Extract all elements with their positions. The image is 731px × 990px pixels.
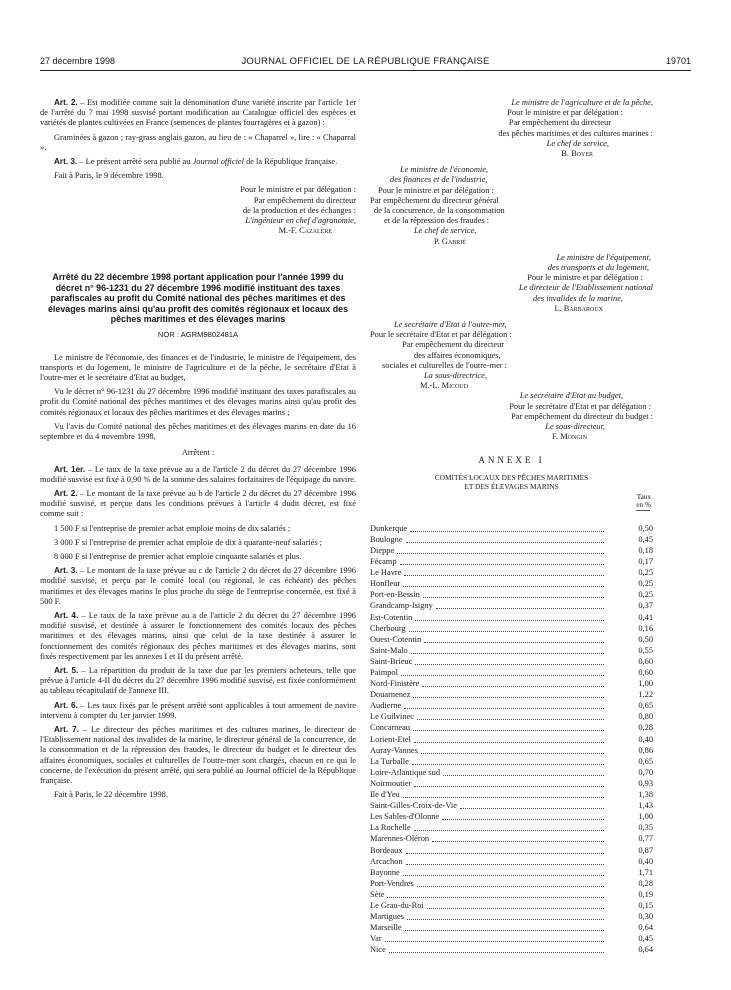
rate-row [370,611,653,622]
rate-row [370,856,653,867]
article-6 [40,701,356,721]
rate-location: Honfleur [370,579,401,589]
rate-value: 0,15 [638,900,653,910]
signature-line: Le chef de service, [546,138,609,148]
signature-line: des transports et du logement, [547,263,649,273]
dot-leader [411,653,604,654]
rate-value: 0,70 [638,767,653,777]
rate-row [370,911,653,922]
article-7 [40,725,356,786]
rate-row [370,745,653,756]
article-2-item: 3 000 F si l'entreprise de premier achat emploie de dix à quarante-neuf salariés ; [54,537,323,547]
rate-value: 0,87 [638,845,653,855]
taux-unit: en % [636,500,651,509]
signature-line: Par empêchement du directeur [402,340,505,350]
article-label: Art. 6. [54,700,78,710]
rate-row [370,700,653,711]
article-label: Art. 5. [54,665,79,675]
rate-location: Paimpol [370,668,398,678]
rate-value: 0,60 [638,656,653,666]
taux-label: Taux [636,492,651,501]
rate-value: 0,40 [638,856,653,866]
rate-value: 0,65 [638,756,653,766]
article-2-item: 1 500 F si l'entreprise de premier achat emploie moins de dix salariés ; [54,523,291,533]
fait-paris-1: Fait à Paris, le 9 décembre 1998. [54,171,164,181]
rate-location: Cherbourg [370,623,406,633]
rate-value: 1,38 [638,790,653,800]
dot-leader [403,797,604,798]
dot-leader [414,830,604,831]
rate-value: 1,22 [638,690,653,700]
rate-location: Les Sables-d'Olonne [370,812,440,822]
rate-location: Port-en-Bessin [370,590,420,600]
decree-title: Arrêté du 22 décembre 1998 portant application pour l'année 1999 du décret n° 96-1231 du 27 décembre 1996 modifié instituant des taxes parafiscales au profit du Comité national des pêches maritimes et des élevages marins ainsi qu'au profit des comités régionaux et locaux des pêches maritimes et des élevages marins [47,272,349,325]
rate-location: Grandcamp-Isigny [370,601,433,611]
article-2-prev [40,98,356,129]
article-4 [40,611,356,662]
rate-location: Lorient-Etel [370,734,411,744]
dot-leader [427,908,604,909]
rate-location: Dieppe [370,545,395,555]
rate-row [370,634,653,645]
rate-location: Nord-Finistère [370,679,420,689]
rate-location: Saint-Brieuc [370,656,413,666]
dot-leader [415,620,604,621]
rate-location: Est-Cotentin [370,612,413,622]
rate-row [370,600,653,611]
rate-row [370,922,653,933]
rate-value: 0,45 [638,534,653,544]
article-text: – La répartition du produit de la taxe due par les premiers acheteurs, telle que prévue à l'article 4-II du décret du 27 décembre 1996 modifié susvisé, est fixée conformément au tableau récapitulatif de l'annexe III. [40,665,356,696]
rate-location: Bayonne [370,867,400,877]
rate-location: Concarneau [370,723,410,733]
nor-reference: NOR : AGRM9802481A [157,330,239,340]
dot-leader [436,608,604,609]
rate-location: Auray-Vannes [370,745,418,755]
rate-location: Dunkerque [370,523,408,533]
dot-leader [406,542,604,543]
dot-leader [409,631,604,632]
signature-line: Pour le ministre et par délégation : [378,185,494,195]
dot-leader [414,786,604,787]
rate-value: 0,25 [638,568,653,578]
rate-row [370,833,653,844]
rate-row [370,722,653,733]
page-header [40,56,691,71]
rate-value: 0,50 [638,523,653,533]
dot-leader [406,853,604,854]
rate-location: Douarnenez [370,690,411,700]
header-date: 27 décembre 1998 [40,56,116,66]
dot-leader [389,952,604,953]
article-text: – Le taux de la taxe prévue au a de l'article 2 du décret du 27 décembre 1996 modifié susvisé est fixé à 0,90 % de la somme des salaires forfaitaires de l'équipage du navire. [40,464,356,484]
signature-line: Pour le ministre et par délégation : [507,108,623,118]
rate-row [370,800,653,811]
dot-leader [387,897,604,898]
dot-leader [417,719,604,720]
rate-row [370,811,653,822]
rate-value: 0,40 [638,734,653,744]
article-text: – Le directeur des pêches maritimes et des cultures marines, le directeur de l'Etablissement national des invalides de la marine, le directeur général de la concurrence, de la consommation et de la répression des fraudes, le directeur du budget et le directeur des affaires économiques, sociales et culturelles de l'outre-mer sont chargés, chacun en ce qui le concerne, de l'exécution du présent arrêté, qui sera publié au Journal officiel de la République française. [40,724,356,785]
rate-value: 0,60 [638,668,653,678]
article-text: – Le taux de la taxe prévue au a de l'article 2 du décret du 27 décembre 1996 modifié susvisé, et destinée à assurer le fonctionnement des comités locaux des pêches maritimes et des élevages marins, ainsi que celui de la taxe destinée à assurer le fonctionnement des comités régionaux des pêches maritimes et des élevages marins, sont fixés respectivement par les annexes I et II du présent arrêté. [40,610,356,661]
article-2 [40,489,356,520]
rate-row [370,656,653,667]
journal-officiel-text: Journal officiel [192,157,244,167]
taux-rule [636,510,650,511]
rate-location: Le Grau-du-Roi [370,900,424,910]
dot-leader [404,708,604,709]
rate-location: Boulogne [370,534,403,544]
article-text: de la République française. [243,157,338,167]
rate-value: 0,19 [638,889,653,899]
dot-leader [410,531,604,532]
signature-line: des pêches maritimes et des cultures marines : [498,128,653,138]
rate-row [370,944,653,955]
rate-row [370,534,653,545]
rate-row [370,545,653,556]
rate-row [370,933,653,944]
rate-row [370,844,653,855]
rate-location: La Rochelle [370,823,411,833]
rate-value: 0,45 [638,934,653,944]
rate-row [370,578,653,589]
signature-line: Par empêchement du directeur [253,195,356,205]
dot-leader [406,864,604,865]
rate-row [370,567,653,578]
annexe-subtitle-line: ET DES ÉLEVAGES MARINS [464,481,559,491]
article-label: Art. 1er. [54,464,86,474]
article-1 [40,465,356,485]
dot-leader [414,742,604,743]
signature-block-agriculture [370,98,653,159]
rate-location: Saint-Gilles-Croix-de-Vie [370,801,457,811]
rate-value: 0,50 [638,634,653,644]
rate-location: Saint-Malo [370,645,408,655]
signature-name: L. Barbaroux [554,303,603,313]
signature-name: M.-F. Cazalère [278,226,332,236]
rate-value: 0,17 [638,557,653,567]
signature-line: Par empêchement du directeur du budget : [511,411,653,421]
rate-location: Port-Vendres [370,878,414,888]
annexe-subtitle [370,473,653,491]
fait-paris-2: Fait à Paris, le 22 décembre 1998. [54,790,168,800]
vu-paragraph-2: Vu l'avis du Comité national des pêches maritimes et des élevages marins en date du 16 septembre et du 4 novembre 1998, [40,421,356,442]
dot-leader [432,841,604,842]
rate-row [370,711,653,722]
dot-leader [443,775,604,776]
signature-line: Pour le ministre et par délégation : [527,273,643,283]
dot-leader [400,564,604,565]
signature-line: et de la répression des fraudes : [384,216,490,226]
rate-value: 0,86 [638,745,653,755]
rate-row [370,867,653,878]
dot-leader [424,642,604,643]
rate-row [370,623,653,634]
rate-value: 0,80 [638,712,653,722]
signature-line: Par empêchement du directeur [508,118,611,128]
signature-line: La sous-directrice, [424,371,487,381]
signature-line: sociales et culturelles de l'outre-mer : [382,360,507,370]
article-text: – Les taux fixés par le présent arrêté sont applicables à tout armement de navire intervenu à compter du 1er janvier 1999. [40,700,356,720]
rate-row [370,523,653,534]
article-2-item: 8 000 F si l'entreprise de premier achat emploie cinquante salariés et plus. [54,551,302,561]
rate-value: 0,28 [638,723,653,733]
rate-row [370,878,653,889]
rate-location: Le Havre [370,568,402,578]
signature-line: L'ingénieur en chef d'agronomie, [245,216,356,226]
article-5 [40,666,356,697]
arretent: Arrêtent : [181,448,215,458]
rate-location: Bordeaux [370,845,403,855]
dot-leader [397,553,604,554]
dot-leader [421,753,604,754]
signature-line: Pour le secrétaire d'Etat et par délégation : [370,330,512,340]
dot-leader [401,675,604,676]
signature-block-1 [40,185,356,236]
rate-location: Marennes-Oléron [370,834,430,844]
signature-name: P. Gabrié [434,236,466,246]
rate-location: Arcachon [370,856,403,866]
signature-line: Le ministre de l'agriculture et de la pêche, [511,98,653,107]
signature-block-equipement [370,253,653,314]
signature-name: F. Mongin [552,432,587,442]
dot-leader [403,875,604,876]
rate-location: Nice [370,945,386,955]
rate-location: Loire-Atlantique sud [370,767,441,777]
signature-block-economie [370,165,653,247]
dot-leader [423,597,604,598]
annexe-title: ANNEXE I [478,454,545,465]
dot-leader [422,686,604,687]
rate-row [370,689,653,700]
dot-leader [385,941,604,942]
article-text: – Le montant de la taxe prévue au c de l'article 2 du décret du 27 décembre 1996 modifié susvisé, et perçu par le comité local (ou régional, le cas échéant) des pêches maritimes et des élevages marins le plus proche du siège de l'entreprise concernée, est fixé à 500 F. [40,566,356,606]
article-label: Art. 3. [54,157,78,167]
rate-value: 0,25 [638,590,653,600]
rate-location: Fécamp [370,557,397,567]
rate-value: 0,18 [638,545,653,555]
dot-leader [412,764,604,765]
signature-line: Le secrétaire d'Etat au budget, [519,391,623,401]
signature-name: M.-L. Micoud [420,381,469,391]
dot-leader [413,730,604,731]
rate-location: Sète [370,889,385,899]
rates-table [370,523,653,956]
rate-row [370,589,653,600]
signature-line: Le secrétaire d'Etat à l'outre-mer, [394,320,507,330]
rate-location: Marseille [370,923,402,933]
signature-line: des invalides de la marine, [532,293,623,303]
rate-value: 1,71 [638,867,653,877]
article-label: Art. 2. [54,488,78,498]
rate-row [370,667,653,678]
graminees-paragraph: Graminées à gazon ; ray-grass anglais gazon, au lieu de : « Chaparrel », lire : « Chaparral ». [40,132,356,152]
dot-leader [460,808,604,809]
rate-value: 0,41 [638,612,653,622]
rate-value: 0,16 [638,623,653,633]
signature-block-outre-mer [370,320,653,391]
rate-value: 0,30 [638,912,653,922]
vu-paragraph-1: Vu le décret n° 96-1231 du 27 décembre 1996 modifié instituant des taxes parafiscales au profit du Comité national des pêches maritimes et des élevages marins ainsi qu'au profit des comités régionaux et locaux des pêches maritimes et des élevages marins ; [40,387,356,417]
dot-leader [407,919,604,920]
signature-line: Pour le ministre et par délégation : [240,185,356,195]
annexe-subtitle-line: COMITÉS LOCAUX DES PÊCHES MARITIMES [434,472,589,482]
rate-row [370,889,653,900]
signature-line: des finances et de l'industrie, [390,175,488,185]
rate-row [370,756,653,767]
signature-line: Pour le secrétaire d'Etat et par délégation : [509,401,651,411]
left-column [40,98,356,804]
article-label: Art. 4. [54,610,79,620]
dot-leader [405,930,604,931]
rate-row [370,733,653,744]
rate-location: Noirmoutier [370,778,412,788]
rate-row [370,645,653,656]
rate-value: 0,64 [638,923,653,933]
rate-location: Audierne [370,701,402,711]
signature-name: B. Boyer [561,149,593,159]
dot-leader [413,697,604,698]
signature-line: de la concurrence, de la consommation [374,206,505,216]
rate-row [370,900,653,911]
signature-line: Le ministre de l'économie, [400,165,489,175]
rate-location: Var [370,934,382,944]
dot-leader [404,575,604,576]
dot-leader [403,586,604,587]
article-text: – Le montant de la taxe prévue au b de l'article 2 du décret du 27 décembre 1996 modifié susvisé, et perçue dans les conditions prévues à l'article 4 dudit décret, est fixé comme suit : [40,488,356,519]
article-label: Art. 3. [54,566,78,576]
header-title: JOURNAL OFFICIEL DE LA RÉPUBLIQUE FRANÇAISE [241,56,490,67]
right-column [370,98,653,955]
article-3 [40,566,356,607]
rate-value: 0,25 [638,579,653,589]
rate-location: Martigues [370,912,404,922]
rate-row [370,556,653,567]
rate-location: Ouest-Cotentin [370,634,422,644]
signature-line: Le ministre de l'équipement, [556,252,651,262]
rate-value: 0,28 [638,878,653,888]
article-label: Art. 7. [54,724,80,734]
dot-leader [417,886,604,887]
rate-row [370,767,653,778]
signature-line: Le sous-directeur, [545,422,605,432]
rate-value: 0,77 [638,834,653,844]
taux-header [370,493,653,509]
rate-location: La Turballe [370,756,409,766]
rate-row [370,778,653,789]
article-text: – Le présent arrêté sera publié au [77,157,193,167]
rate-location: Ile d'Yeu [370,790,400,800]
dot-leader [442,819,604,820]
rate-value: 0,93 [638,778,653,788]
header-page-number: 19701 [665,56,691,66]
article-text: – Est modifiée comme suit la dénomination d'une variété inscrite par l'article 1er de l'arrêté du 7 mai 1998 susvisé portant modification au Catalogue officiel des espèces et variétés de plantes cultivées en France (semences de plantes fourragères et à gazon) : [40,98,356,128]
signature-line: Le directeur de l'Etablissement national [518,283,653,293]
signature-line: des affaires économiques, [414,350,501,360]
rate-value: 0,35 [638,823,653,833]
dot-leader [415,664,604,665]
rate-location: Le Guilvinec [370,712,414,722]
rate-value: 0,65 [638,701,653,711]
article-label: Art. 2. [54,98,78,107]
rate-value: 1,00 [638,812,653,822]
rate-value: 0,55 [638,645,653,655]
intro-paragraph: Le ministre de l'économie, des finances et de l'industrie, le ministre de l'équipement, des transports et du logement, le ministre de l'agriculture et de la pêche, le secrétaire d'Etat à l'outre-mer et le secrétaire d'Etat au budget, [40,352,356,383]
rate-value: 0,37 [638,601,653,611]
signature-block-budget [370,391,653,442]
rate-row [370,789,653,800]
signature-line: Le chef de service, [414,226,477,236]
rate-value: 1,43 [638,801,653,811]
signature-line: de la production et des échanges : [242,205,356,215]
signature-line: Par empêchement du directeur général [370,195,499,205]
rate-row [370,678,653,689]
rate-value: 0,64 [638,945,653,955]
rate-row [370,822,653,833]
article-3-prev [40,157,356,167]
rate-value: 1,00 [638,679,653,689]
